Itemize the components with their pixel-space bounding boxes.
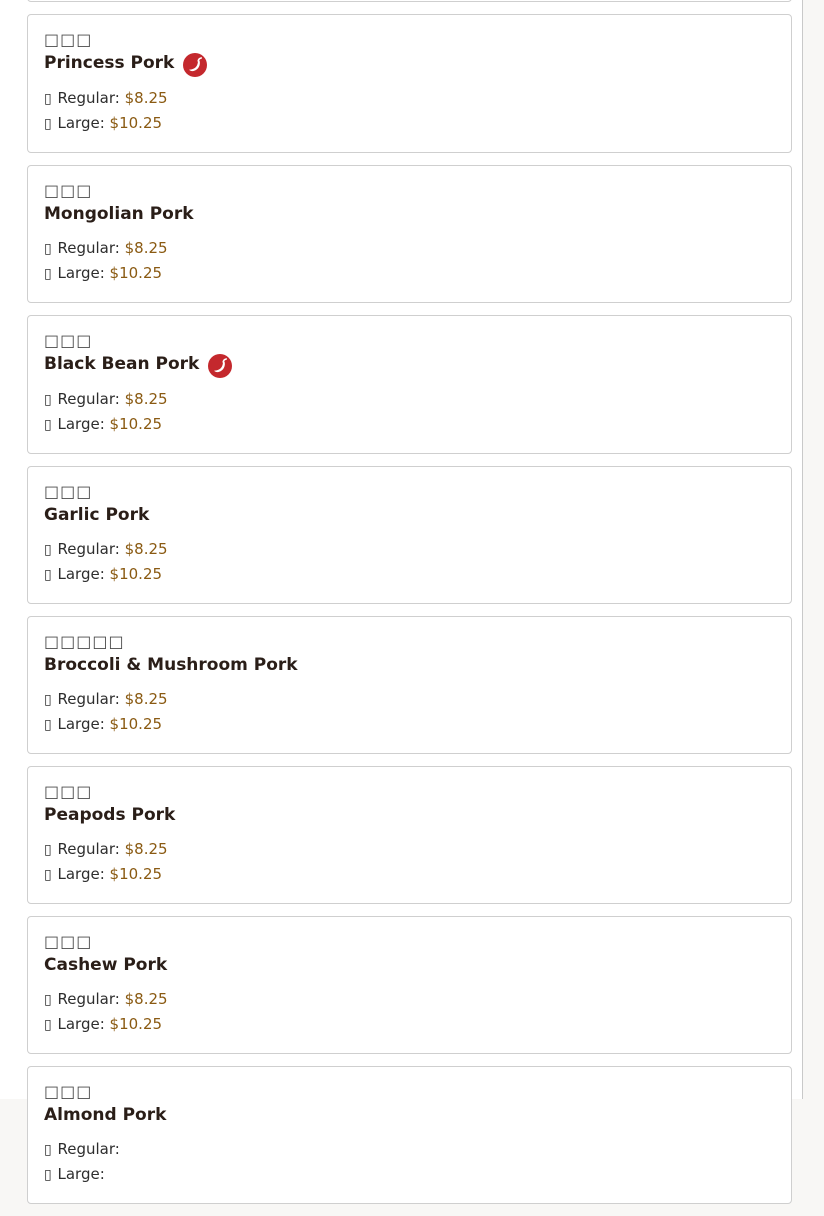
- menu-item-chinese-name: □□□: [44, 331, 93, 350]
- menu-item-name: Almond Pork: [44, 1105, 167, 1125]
- regular-size-label: Regular:: [57, 390, 120, 408]
- menu-item-name-row: [44, 653, 775, 677]
- large-price-line: [44, 712, 775, 737]
- price-bullet-icon: ▯: [44, 241, 52, 257]
- menu-item-name: Peapods Pork: [44, 805, 176, 825]
- price-bullet-icon: ▯: [44, 717, 52, 733]
- menu-item-prices: [44, 387, 775, 437]
- menu-item-name-row: [44, 503, 775, 527]
- large-price: $10.25: [109, 415, 163, 433]
- price-bullet-icon: ▯: [44, 91, 52, 107]
- large-size-label: Large:: [57, 865, 105, 883]
- menu-item-name: Garlic Pork: [44, 505, 150, 525]
- menu-item-prices: [44, 537, 775, 587]
- menu-item-prices: [44, 687, 775, 737]
- menu-item-card[interactable]: [27, 315, 792, 454]
- regular-size-label: Regular:: [57, 990, 120, 1008]
- price-bullet-icon: ▯: [44, 992, 52, 1008]
- regular-price-line: [44, 86, 775, 111]
- regular-price: $8.25: [124, 990, 168, 1008]
- menu-item-card[interactable]: [27, 165, 792, 303]
- menu-item-prices: [44, 86, 775, 136]
- large-size-label: Large:: [57, 715, 105, 733]
- large-size-label: Large:: [57, 1165, 105, 1183]
- menu-item-card[interactable]: [27, 466, 792, 604]
- menu-item-list: [27, 14, 792, 1216]
- regular-price: $8.25: [124, 89, 168, 107]
- regular-price-line: [44, 537, 775, 562]
- regular-price-line: [44, 387, 775, 412]
- regular-price-line: [44, 987, 775, 1012]
- menu-item-name-row: [44, 202, 775, 226]
- menu-item-prices: [44, 236, 775, 286]
- regular-size-label: Regular:: [57, 840, 120, 858]
- large-price: $10.25: [109, 264, 163, 282]
- price-bullet-icon: ▯: [44, 542, 52, 558]
- large-size-label: Large:: [57, 1015, 105, 1033]
- price-bullet-icon: ▯: [44, 692, 52, 708]
- menu-item-name: Black Bean Pork: [44, 354, 200, 374]
- large-price-line: [44, 412, 775, 437]
- price-bullet-icon: ▯: [44, 392, 52, 408]
- regular-price: $8.25: [124, 690, 168, 708]
- menu-item-card[interactable]: [27, 14, 792, 153]
- menu-item-name-row: [44, 803, 775, 827]
- price-bullet-icon: ▯: [44, 842, 52, 858]
- regular-size-label: Regular:: [57, 690, 120, 708]
- menu-item-card[interactable]: [27, 766, 792, 904]
- large-size-label: Large:: [57, 565, 105, 583]
- menu-item-chinese-name: □□□: [44, 782, 93, 801]
- menu-item-chinese-name: □□□: [44, 1082, 93, 1101]
- price-bullet-icon: ▯: [44, 266, 52, 282]
- large-price: $10.25: [109, 1015, 163, 1033]
- large-size-label: Large:: [57, 114, 105, 132]
- price-bullet-icon: ▯: [44, 1017, 52, 1033]
- price-bullet-icon: ▯: [44, 567, 52, 583]
- large-price: $10.25: [109, 865, 163, 883]
- menu-item-name: Cashew Pork: [44, 955, 168, 975]
- menu-item-name: Broccoli & Mushroom Pork: [44, 655, 298, 675]
- large-price-line: [44, 261, 775, 286]
- menu-item-chinese-name: □□□: [44, 30, 93, 49]
- menu-item-chinese-name: □□□□□: [44, 632, 125, 651]
- large-price-line: [44, 1012, 775, 1037]
- regular-price: $8.25: [124, 540, 168, 558]
- large-price-line: [44, 562, 775, 587]
- price-bullet-icon: ▯: [44, 1167, 52, 1183]
- large-price-line: [44, 862, 775, 887]
- menu-item-name-row: [44, 953, 775, 977]
- menu-item-name: Mongolian Pork: [44, 204, 194, 224]
- menu-item-prices: [44, 987, 775, 1037]
- regular-size-label: Regular:: [57, 239, 120, 257]
- large-price: $10.25: [109, 565, 163, 583]
- menu-item-name-row: [44, 1103, 775, 1127]
- regular-price: $8.25: [124, 239, 168, 257]
- regular-price-line: [44, 687, 775, 712]
- large-size-label: Large:: [57, 415, 105, 433]
- menu-item-card[interactable]: [27, 916, 792, 1054]
- price-bullet-icon: ▯: [44, 116, 52, 132]
- spicy-chili-icon: [208, 354, 232, 378]
- regular-size-label: Regular:: [57, 89, 120, 107]
- menu-item-name-row: [44, 352, 775, 376]
- menu-item-name-row: [44, 51, 775, 75]
- menu-item-chinese-name: □□□: [44, 932, 93, 951]
- menu-item-chinese-name: □□□: [44, 482, 93, 501]
- spicy-chili-icon: [183, 53, 207, 77]
- menu-item-name: Princess Pork: [44, 53, 175, 73]
- menu-item-card[interactable]: [27, 616, 792, 754]
- menu-item-prices: [44, 837, 775, 887]
- regular-size-label: Regular:: [57, 540, 120, 558]
- menu-item-card[interactable]: [27, 1066, 792, 1204]
- regular-price-line: [44, 1137, 775, 1162]
- large-price: $10.25: [109, 114, 163, 132]
- regular-size-label: Regular:: [57, 1140, 120, 1158]
- large-price-line: [44, 111, 775, 136]
- large-price: $10.25: [109, 715, 163, 733]
- regular-price-line: [44, 236, 775, 261]
- large-price-line: [44, 1162, 775, 1187]
- regular-price: $8.25: [124, 840, 168, 858]
- price-bullet-icon: ▯: [44, 867, 52, 883]
- previous-card-edge: [27, 0, 792, 2]
- menu-item-chinese-name: □□□: [44, 181, 93, 200]
- regular-price: $8.25: [124, 390, 168, 408]
- price-bullet-icon: ▯: [44, 1142, 52, 1158]
- price-bullet-icon: ▯: [44, 417, 52, 433]
- regular-price-line: [44, 837, 775, 862]
- menu-item-prices: [44, 1137, 775, 1187]
- large-size-label: Large:: [57, 264, 105, 282]
